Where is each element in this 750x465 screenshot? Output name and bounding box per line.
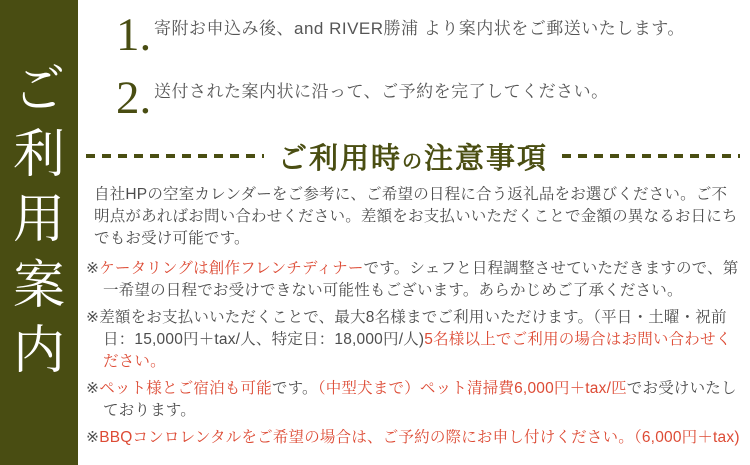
note-capacity [86, 307, 740, 373]
step-2-number: 2. [116, 72, 152, 124]
note-segment: 差額をお支払いいただくことで、最大8名様までご利用いただけます。（平日・土曜・祝前日：15,000円＋tax/人、特定日：18,000円/人) [99, 309, 727, 348]
dash-line-left [86, 154, 264, 158]
step-2 [116, 72, 740, 124]
note-segment: ケータリングは創作フレンチディナー [99, 260, 364, 277]
notice-section-title [278, 136, 548, 177]
note-segment: BBQコンロレンタルをご希望の場合は、ご予約の際にお申し付けください。（6,000円＋tax) [99, 429, 740, 446]
step-1-number: 1. [116, 9, 152, 61]
note-marker: ※ [86, 260, 100, 277]
step-2-text: 送付された案内状に沿って、ご予約を完了してください。 [154, 82, 609, 101]
dash-line-right [562, 154, 740, 158]
note-segment: です。 [271, 380, 318, 397]
note-segment: ペット様とご宿泊も可能 [99, 380, 272, 397]
note-marker: ※ [86, 380, 100, 397]
step-1-text: 寄附お申込み後、and RIVER勝浦 より案内状をご郵送いたします。 [154, 19, 685, 38]
note-segment: でお受けいたしております。 [103, 380, 737, 419]
note-segment: 5名様以上でご利用の場合はお問い合わせください。 [103, 331, 732, 370]
note-marker: ※ [86, 429, 100, 446]
notes-list [86, 258, 740, 449]
note-marker: ※ [86, 309, 100, 326]
step-1 [116, 9, 740, 61]
sidebar-vertical-title: ご 利 用 案 内 [12, 62, 65, 380]
main-content [78, 0, 750, 465]
note-segment: です。シェフと日程調整させていただきますので、第一希望の日程でお受けできない可能性もございます。あらかじめご了承ください。 [103, 260, 739, 299]
sidebar-banner [0, 0, 78, 465]
notice-section-header [86, 136, 740, 176]
note-bbq [86, 427, 740, 449]
intro-paragraph: 自社HPの空室カレンダーをご参考に、ご希望の日程に合う返礼品をお選びください。ご不明点があればお問い合わせください。差額をお支払いいただくことで金額の異なるお日にちでもお受け可能です。 [94, 186, 738, 247]
note-catering [86, 258, 740, 302]
notice-title-particle: の [402, 150, 424, 173]
notice-title-part-a: ご利用時 [277, 142, 402, 175]
notice-title-part-b: 注意事項 [424, 142, 549, 175]
note-segment: （中型犬まで）ペット清掃費6,000円＋tax/匹 [317, 380, 627, 397]
note-pets [86, 378, 740, 422]
